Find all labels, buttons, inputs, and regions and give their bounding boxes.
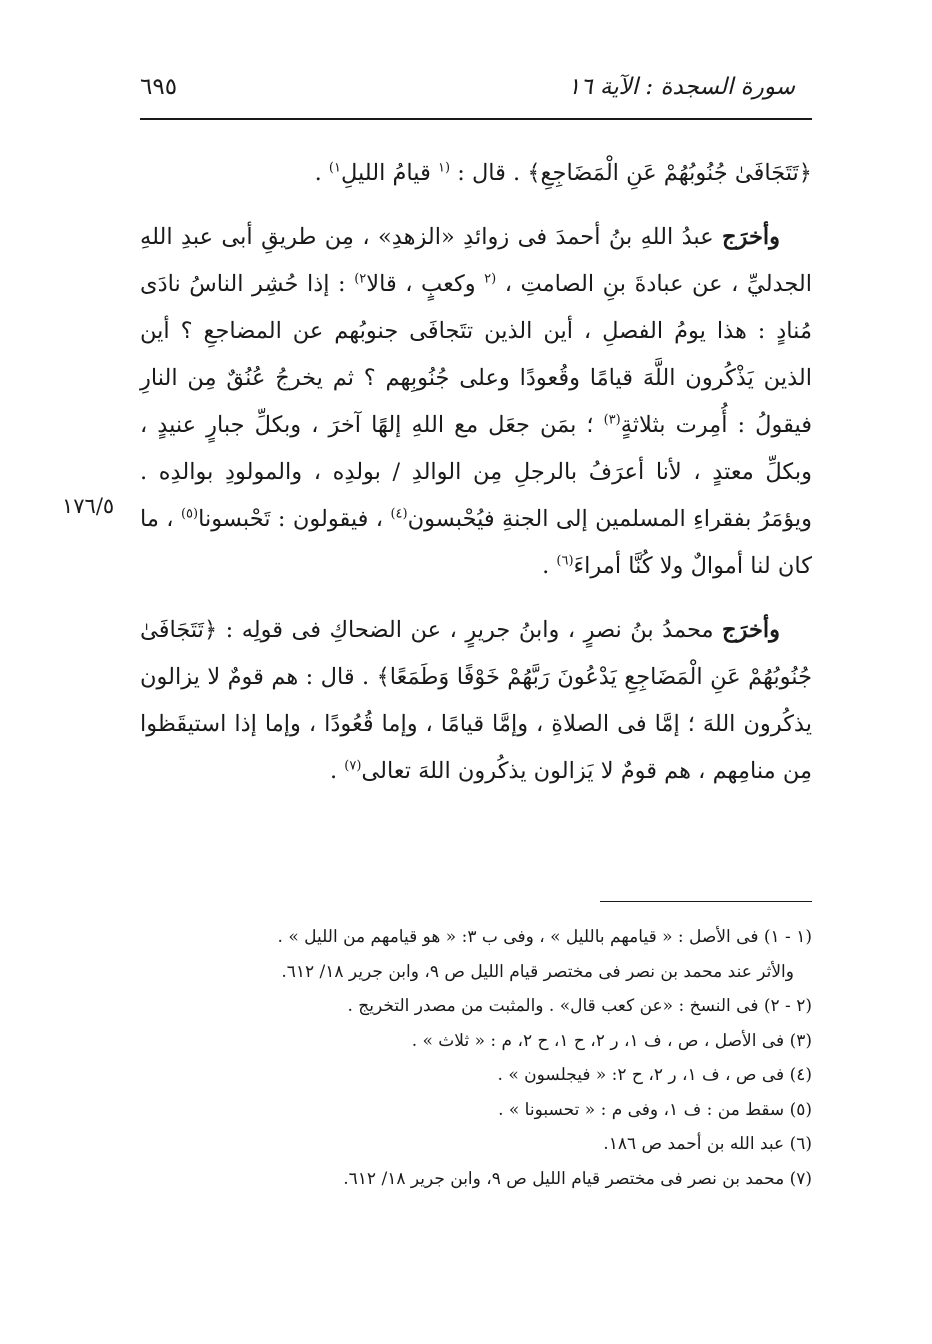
footnote-1-continuation: والأثر عند محمد بن نصر فى مختصر قيام الليل ص ٩، وابن جرير ١٨/ ٦١٢. bbox=[281, 961, 794, 982]
footnotes bbox=[120, 920, 812, 1196]
footnote-marker: (٧) bbox=[344, 758, 362, 774]
text-span: وكعبٍ ، قالا bbox=[366, 271, 485, 297]
page-number: ٦٩٥ bbox=[140, 74, 178, 100]
lead-word: وأخرَج bbox=[722, 617, 780, 643]
footnote-marker: (٦) bbox=[556, 553, 574, 569]
paragraph-2 bbox=[140, 214, 812, 590]
footnote-1: (١ - ١) فى الأصل : « قيامهم بالليل » ، وفى ب ٣: « هو قيامهم من الليل » . bbox=[277, 927, 812, 947]
text-span: ؛ بمَن جعَل مع اللهِ إلهًا آخرَ ، وبكلِّ جبارٍ عنيدٍ ، وبكلِّ معتدٍ ، لأنا أعرَفُ بالرجلِ مِن الوالدِ / بولدِه ، والمولودِ بوالدِه . ويؤمَرُ بفقراءِ المسلمين إلى الجنةِ فيُحْبسون bbox=[140, 412, 812, 532]
running-title: سورة السجدة : الآية ١٦ bbox=[567, 74, 795, 100]
header-rule bbox=[140, 118, 812, 120]
footnote-marker: (٥) bbox=[180, 506, 199, 522]
quote-span: قيامُ الليلِ bbox=[340, 160, 438, 186]
footnote-rule bbox=[600, 901, 812, 902]
text-span: ، ما كان لنا أموالٌ ولا كُنَّا أمراءَ bbox=[140, 506, 812, 579]
footnote-marker: (١ bbox=[438, 160, 451, 176]
main-text bbox=[140, 150, 812, 795]
text-span: . bbox=[314, 160, 329, 186]
footnote-4: (٤) فى ص ، ف ١، ر ٢، ح ٢: « فيجلسون » . bbox=[497, 1065, 812, 1085]
footnote-6: (٦) عبد الله بن أحمد ص ١٨٦. bbox=[603, 1134, 812, 1154]
text-span: . bbox=[542, 553, 557, 579]
footnote-marker: (٣) bbox=[603, 412, 621, 428]
text-span: . قال : هم قومٌ لا يزالون يذكُرون اللهَ ؛ إمَّا فى الصلاةِ ، وإمَّا قيامًا ، وإما قُعُودًا ، وإما إذا استيقَظوا مِن منامِهم ، هم قومٌ لا يَزالون يذكُرون اللهَ تعالى bbox=[140, 664, 812, 784]
paragraph-3 bbox=[140, 607, 812, 795]
paragraph-1 bbox=[140, 150, 812, 197]
quran-verse: ﴿تَتَجَافَىٰ جُنُوبُهُمْ عَنِ الْمَضَاجِعِ يَدْعُونَ رَبَّهُمْ خَوْفًا وَطَمَعًا﴾ bbox=[140, 617, 812, 690]
footnote-2: (٢ - ٢) فى النسخ : «عن كعب قال» . والمثبت من مصدر التخريج . bbox=[347, 996, 812, 1016]
text-span: محمدُ بنُ نصرٍ ، وابنُ جريرٍ ، عن الضحاكِ فى قولِه : bbox=[217, 617, 723, 643]
footnote-marker: ١) bbox=[328, 160, 341, 176]
footnote-7: (٧) محمد بن نصر فى مختصر قيام الليل ص ٩، وابن جرير ١٨/ ٦١٢. bbox=[343, 1168, 812, 1189]
margin-volume-page-note: ١٧٦/٥ bbox=[62, 494, 115, 518]
footnote-5: (٥) سقط من : ف ١، وفى م : « تحسبونا » . bbox=[498, 1099, 812, 1120]
text-span: . bbox=[329, 758, 345, 784]
text-span: عبدُ اللهِ بنُ أحمدَ فى زوائدِ «الزهدِ» ، مِن طريقِ أبى عبدِ اللهِ الجدليِّ ، عن عبادةَ بنِ الصامتِ ، bbox=[140, 224, 812, 297]
footnote-marker: (٢ bbox=[484, 271, 497, 287]
lead-word: وأخرَج bbox=[722, 224, 780, 250]
footnote-3: (٣) فى الأصل ، ص ، ف ١، ر ٢، ح ١، ح ٢، م : « ثلاث » . bbox=[411, 1030, 812, 1051]
text-span: : إذا حُشِر الناسُ نادَى مُنادٍ : هذا يومُ الفصلِ ، أين الذين تتَجافَى جنوبُهم عن المضاجعِ ؟ أين الذين يَذْكُرون اللَّهَ قيامًا وقُعودًا وعلى جُنُوبِهم ؟ ثم يخرجُ عُنُقٌ مِن النارِ فيقولُ : أُمِرت بثلاثةٍ bbox=[140, 271, 812, 438]
quran-verse: ﴿تَتَجَافَىٰ جُنُوبُهُمْ عَنِ الْمَضَاجِعِ﴾ bbox=[527, 160, 812, 186]
text-span: ، فيقولون : تَحْبسونا bbox=[198, 506, 391, 532]
text-span: . قال : bbox=[450, 160, 528, 186]
footnote-marker: ٢) bbox=[354, 271, 367, 287]
footnote-marker: (٤) bbox=[390, 506, 408, 522]
